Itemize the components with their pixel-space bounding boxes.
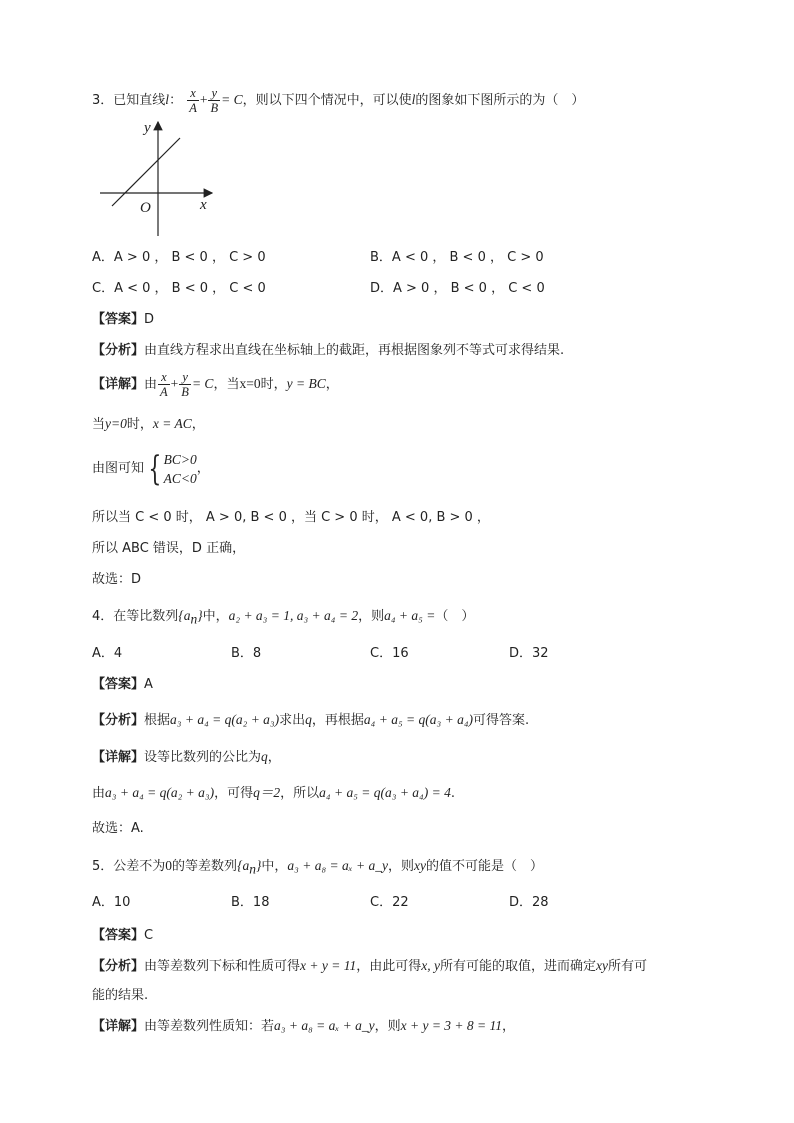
origin-label: O [140,200,151,216]
q3-detail-line1: 【详解】由 $\frac{x}{A}$ + $\frac{y}{B}$ = C，当x=0时，y = BC， [92,370,339,399]
line-l [112,138,180,206]
q5-analysis-line2: 能的结果. [92,988,149,1003]
q3-detail-line3: 由图可知 { BC>0 AC<0 ， [92,449,210,489]
q3-analysis: 【分析】由直线方程求出直线在坐标轴上的截距，再根据图象列不等式可求得结果. [92,343,565,358]
q5-option-b: B．18 [231,895,270,910]
q3-option-a: A．A > 0 ， B < 0 ， C > 0 [92,250,266,265]
q4-detail-line3: 故选：A. [92,821,144,836]
q4-option-a: A．4 [92,646,123,661]
q5-detail-line1: 【详解】由等差数列性质知：若a₃ + a₈ = aₓ + a_y，则x + y = 3 + 8 = 11， [92,1018,516,1034]
q5-answer: 【答案】C [92,928,154,943]
q3-stem: 3．已知直线l： $\frac{x}{A}$ + $\frac{y}{B}$ = C，则以下四个情况中，可以使l的图象如下图所示的为（ ） [92,86,585,115]
q4-option-d: D．32 [509,646,549,661]
q3-detail-line6: 故选：D [92,572,142,587]
q5-option-c: C．22 [370,895,409,910]
q4-option-b: B．8 [231,646,262,661]
q5-analysis-line1: 【分析】由等差数列下标和性质可得x + y = 11，由此可得x, y所有可能的取值，进而确定xy所有可 [92,958,647,974]
q5-option-a: A．10 [92,895,131,910]
q3-number: 3． [92,93,114,108]
q4-detail-line1: 【详解】设等比数列的公比为q， [92,749,281,765]
q3-option-d: D．A > 0 ， B < 0 ， C < 0 [370,281,545,296]
q3-option-b: B．A < 0 ， B < 0 ， C > 0 [370,250,544,265]
q3-fraction-y-over-b: $\frac{y}{B}$ [210,86,219,115]
x-axis-label: x [200,197,207,213]
q4-detail-line2: 由a₃ + a₄ = q(a₂ + a₃)，可得q＝2，所以a₄ + a₅ = q(a₃ + a₄) = 4. [92,785,456,801]
q5-stem: 5．公差不为0的等差数列$\{a_n\}$中，a₃ + a₈ = aₓ + a_y，则xy的值不可能是（ ） [92,858,543,877]
q3-answer: 【答案】D [92,312,155,327]
q3-detail-line5: 所以 ABC 错误，D 正确， [92,541,246,556]
q5-option-d: D．28 [509,895,549,910]
q4-option-c: C．16 [370,646,409,661]
q3-detail-line2: 当y=0时，x = AC， [92,416,205,432]
q3-detail-line4: 所以当 C < 0 时， A > 0, B < 0 ，当 C > 0 时， A < 0, B > 0 ， [92,510,490,525]
q3-option-c: C．A < 0 ， B < 0 ， C < 0 [92,281,266,296]
q3-fraction-x-over-a: $\frac{x}{A}$ [189,86,197,115]
q4-analysis: 【分析】根据a₃ + a₄ = q(a₂ + a₃)求出q，再根据a₄ + a₅ = q(a₃ + a₄)可得答案. [92,712,530,728]
y-axis-label: y [144,120,151,136]
q4-answer: 【答案】A [92,677,153,692]
q3-line-graph [96,114,226,240]
q4-stem: 4．在等比数列$\{a_n\}$中，a₂ + a₃ = 1, a₃ + a₄ = 2，则a₄ + a₅ =（ ） [92,608,475,627]
